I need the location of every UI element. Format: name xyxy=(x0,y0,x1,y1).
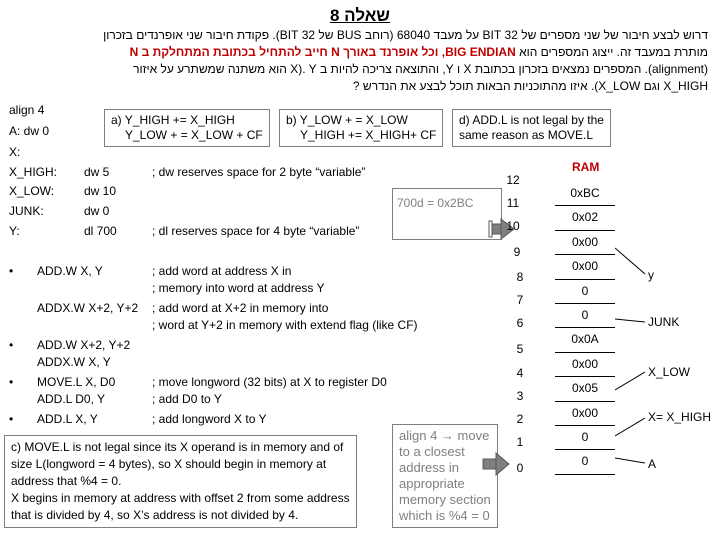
instr-add-l-d0-comment: ; add D0 to Y xyxy=(152,392,222,406)
ram-index-3: 3 xyxy=(516,389,524,403)
ram-label-junk: JUNK xyxy=(648,315,680,329)
instr-add-w-comment-1: ; add word at address X in xyxy=(152,264,292,278)
ram-index-11: 11 xyxy=(506,196,520,210)
ram-index-9: 9 xyxy=(513,245,521,259)
line-y-comment: ; dl reserves space for 4 byte “variable” xyxy=(152,224,360,238)
ram-cell-11: 0xBC xyxy=(555,182,615,206)
intro-line-3: (alignment). המספרים נמצאים בזכרון בכתובת X ו Y, והתוצאה צריכה להיות ב X). Y הוא משתנה שמשתרע על איזור xyxy=(133,62,708,76)
answer-d-line-1: d) ADD.L is not legal by the xyxy=(459,113,604,127)
line-x-high-label: X_HIGH: xyxy=(9,165,58,179)
answer-b-line-1: b) Y_LOW + = X_LOW xyxy=(286,113,408,127)
answer-c-box xyxy=(4,435,357,528)
instr-addx-w-comment-1: ; add word at X+2 in memory into xyxy=(152,301,329,315)
ram-index-2: 2 xyxy=(516,412,524,426)
intro-line-4: X_HIGH וגם X_LOW). איזו מהתוכניות הבאות תוכל לבצע את הנדרש ? xyxy=(352,79,708,93)
right-arrow-icon xyxy=(481,452,511,478)
ram-cell-1: 0 xyxy=(555,426,615,450)
line-x-low-op: dw 10 xyxy=(84,184,117,198)
line-x-high-op: dw 5 xyxy=(84,165,110,179)
align-note-line-5: memory section xyxy=(399,492,491,507)
align-note-line-1: align 4 → move xyxy=(399,428,490,443)
bullet-d: • xyxy=(9,412,14,426)
ram-index-1: 1 xyxy=(516,435,524,449)
instr-move-l: MOVE.L X, D0 xyxy=(37,375,116,389)
ram-index-7: 7 xyxy=(516,293,524,307)
instr-b-2: ADDX.W X, Y xyxy=(37,355,111,369)
answer-a-box xyxy=(104,109,270,147)
conversion-text: 700d = 0x2BC xyxy=(397,196,474,210)
ram-index-0: 0 xyxy=(516,461,524,475)
ram-cell-0: 0 xyxy=(555,450,615,474)
instr-b-1: ADD.W X+2, Y+2 xyxy=(37,338,131,352)
instr-move-l-comment: ; move longword (32 bits) at X to register D0 xyxy=(152,375,387,389)
answer-c-line-5: that is divided by 4, so X’s address is not divided by 4. xyxy=(11,508,299,522)
bullet-b: • xyxy=(9,338,14,352)
ram-index-8: 8 xyxy=(516,270,524,284)
ram-cell-2: 0x00 xyxy=(555,402,615,426)
line-y-op: dl 700 xyxy=(84,224,117,238)
ram-label-y: y xyxy=(648,268,654,282)
ram-label-x-low: X_LOW xyxy=(648,365,691,379)
instr-addx-w: ADDX.W X+2, Y+2 xyxy=(37,301,139,315)
ram-index-6: 6 xyxy=(516,316,524,330)
ram-index-12: 12 xyxy=(506,173,520,187)
ram-cell-5: 0x0A xyxy=(555,328,615,352)
align-note-line-4: appropriate xyxy=(399,476,465,491)
line-junk-label: JUNK: xyxy=(9,204,44,218)
intro-line-2-text: מותרת במעבד זה. ייצוג המספרים הוא xyxy=(515,45,708,59)
ram-cell-6: 0 xyxy=(555,304,615,328)
ram-cell-9: 0x00 xyxy=(555,231,615,255)
align-note-line-2: to a closest xyxy=(399,444,465,459)
ram-cell-8: 0x00 xyxy=(555,255,615,279)
line-junk-op: dw 0 xyxy=(84,204,110,218)
line-a: A: dw 0 xyxy=(9,124,50,138)
intro-line-2-highlight: BIG ENDIAN, וכל אופרנד באורך N חייב להתחיל בכתובת המתחלקת ב N xyxy=(129,45,516,59)
line-y-label: Y: xyxy=(9,224,20,238)
answer-a-line-2: Y_LOW + = X_LOW + CF xyxy=(125,128,263,142)
answer-d-box xyxy=(452,109,611,147)
answer-c-line-4: X begins in memory at address with offset 2 from some address xyxy=(11,491,350,505)
bullet-c: • xyxy=(9,375,14,389)
answer-d-line-2: same reason as MOVE.L xyxy=(459,128,594,142)
answer-c-line-1: c) MOVE.L is not legal since its X operand is in memory and of xyxy=(11,440,344,454)
answer-a-line-1: a) Y_HIGH += X_HIGH xyxy=(111,113,235,127)
ram-table xyxy=(555,182,615,475)
line-align: align 4 xyxy=(9,103,45,117)
instr-add-w-comment-2: ; memory into word at address Y xyxy=(152,281,325,295)
align-note-line-6: which is %4 = 0 xyxy=(399,508,490,523)
page-title: שאלה 8 xyxy=(329,6,390,25)
ram-cell-4: 0x00 xyxy=(555,353,615,377)
instr-add-l: ADD.L X, Y xyxy=(37,412,98,426)
answer-b-box xyxy=(279,109,443,147)
ram-label-x-high: X= X_HIGH xyxy=(648,410,712,424)
instr-add-l-d0: ADD.L D0, Y xyxy=(37,392,106,406)
intro-line-2 xyxy=(130,45,708,60)
line-x-high-comment: ; dw reserves space for 2 byte “variable” xyxy=(152,165,366,179)
answer-c-line-2: size L(longword = 4 bytes), so X should begin in memory at xyxy=(11,457,327,471)
ram-cell-3: 0x05 xyxy=(555,377,615,401)
instr-addx-w-comment-2: ; word at Y+2 in memory with extend flag (like CF) xyxy=(152,318,418,332)
ram-index-10: 10 xyxy=(506,219,520,233)
line-x: X: xyxy=(9,145,21,159)
ram-index-5: 5 xyxy=(516,342,524,356)
answer-b-line-2: Y_HIGH += X_HIGH+ CF xyxy=(300,128,437,142)
ram-index-4: 4 xyxy=(516,366,524,380)
instr-add-l-comment: ; add longword X to Y xyxy=(152,412,267,426)
ram-cell-7: 0 xyxy=(555,280,615,304)
align-note-line-3: address in xyxy=(399,460,459,475)
answer-c-line-3: address that %4 = 0. xyxy=(11,474,122,488)
bullet-a: • xyxy=(9,264,14,278)
instr-add-w: ADD.W X, Y xyxy=(37,264,103,278)
ram-cell-10: 0x02 xyxy=(555,206,615,230)
ram-header: RAM xyxy=(572,160,600,174)
line-x-low-label: X_LOW: xyxy=(9,184,55,198)
ram-label-a: A xyxy=(648,457,657,471)
intro-line-1: דרוש לבצע חיבור של שני מספרים של 32 BIT על מעבד 68040 (רוחב BUS של 32 BIT). פקודת חיבור שני אופרנדים בזכרון xyxy=(103,28,708,42)
